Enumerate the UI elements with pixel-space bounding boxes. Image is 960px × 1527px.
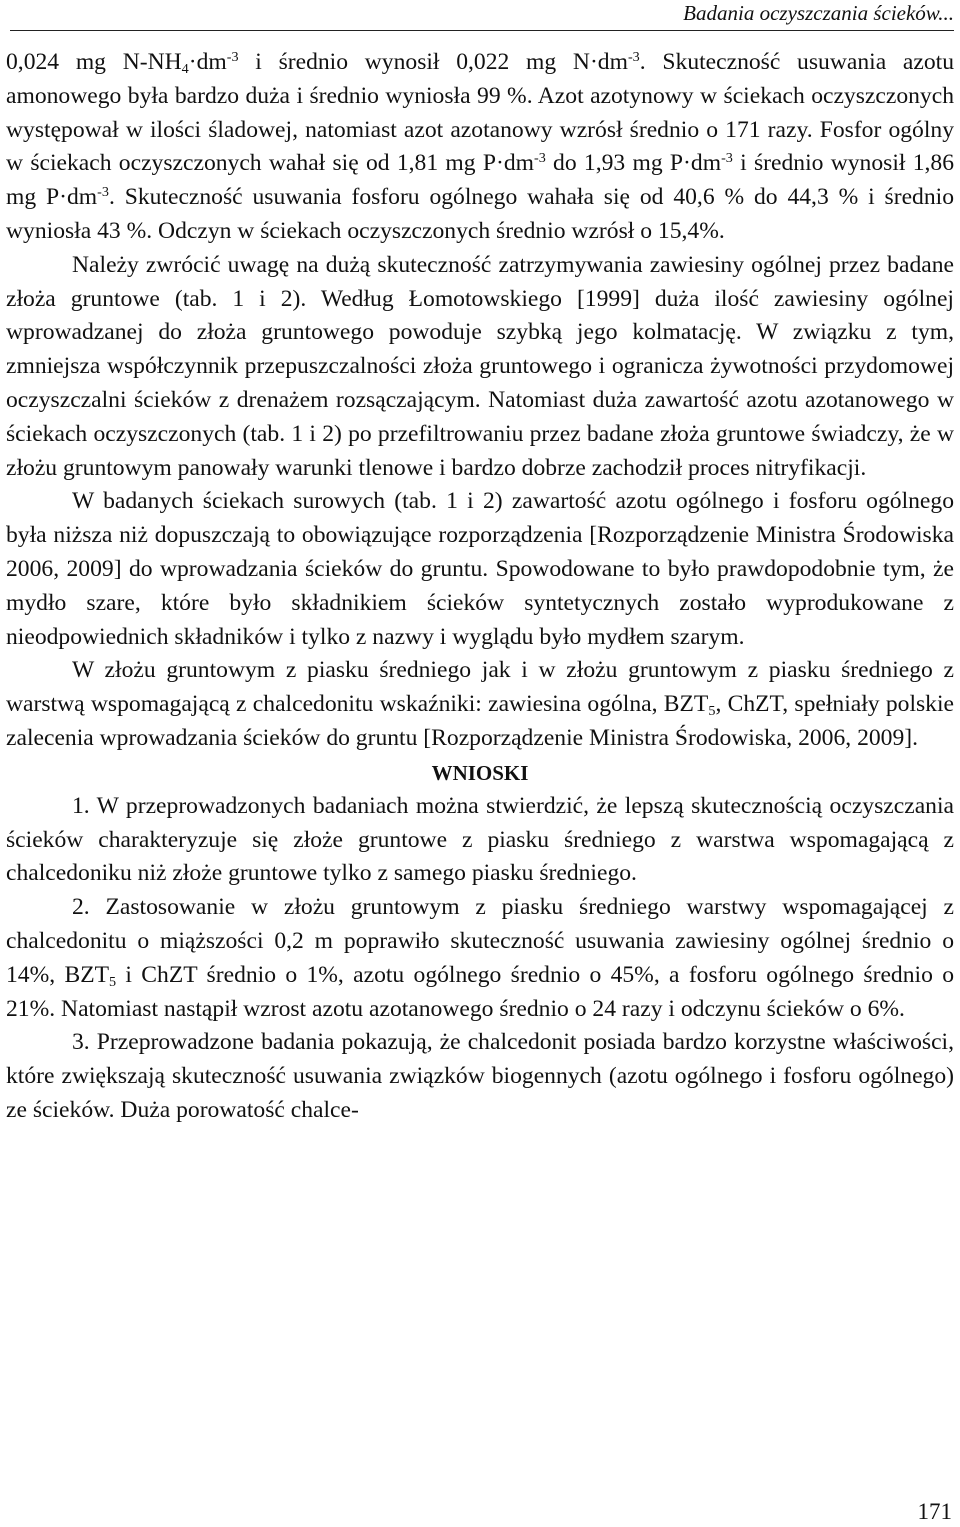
text-run: 2. Zastosowanie w złożu gruntowym z piasku średniego warstwy wspomagającej z chalcedonitu o miąższości 0,2 m poprawiło skuteczność usuwania zawiesiny ogólnej średnio o 14%, BZT xyxy=(6,894,954,988)
superscript: -3 xyxy=(721,149,733,166)
text-run: do 1,93 mg P·dm xyxy=(545,150,722,177)
page-number: 171 xyxy=(917,1499,952,1524)
superscript: -3 xyxy=(533,149,546,166)
subscript: 4 xyxy=(181,61,189,78)
body-text xyxy=(6,46,954,1128)
text-run: . Skuteczność usuwania fosforu ogólnego wahała się od 40,6 % do 44,3 % i średnio wyniosła 43 %. Odczyn w ściekach oczyszczonych średnio wzrósł o 15,4%. xyxy=(6,184,954,244)
superscript: -3 xyxy=(226,48,239,65)
paragraph-4 xyxy=(6,654,954,755)
text-run: ·dm xyxy=(188,49,227,75)
text-run: 0,024 mg N-NH xyxy=(6,49,182,75)
conclusion-3: 3. Przeprowadzone badania pokazują, że chalcedonit posiada bardzo korzystne właściwości, które zwiększają skuteczność usuwania związków biogennych (azotu ogólnego i fosforu ogólnego) ze ścieków. Duża porowatość chalce- xyxy=(6,1029,954,1123)
superscript: -3 xyxy=(627,48,640,65)
paragraph-3: W badanych ściekach surowych (tab. 1 i 2) zawartość azotu ogólnego i fosforu ogólnego była niższa niż dopuszczają to obowiązujące rozporządzenia [Rozporządzenie Ministra Środowiska 2006, 2009] do wprowadzania ścieków do gruntu. Spowodowane to było prawdopodobnie tym, że mydło szare, które było składnikiem ścieków syntetycznych zostało wyprodukowane z nieodpowiednich składników i tylko z nazwy i wyglądu było mydłem szarym. xyxy=(6,488,954,650)
subscript: 5 xyxy=(708,703,716,720)
text-run: , ChZT, spełniały polskie zalecenia wprowadzania ścieków do gruntu [Rozporządzenie Ministra Środowiska, 2006, 2009]. xyxy=(6,691,955,751)
subscript: 5 xyxy=(109,973,117,990)
conclusion-2 xyxy=(6,891,954,1026)
conclusion-1: 1. W przeprowadzonych badaniach można stwierdzić, że lepszą skutecznością oczyszczania ścieków charakteryzuje się złoże gruntowe z piasku średniego z warstwa wspomagającą z chalcedoniku niż złoże gruntowe tylko z samego piasku średniego. xyxy=(6,792,954,887)
paragraph-2: Należy zwrócić uwagę na dużą skuteczność zatrzymywania zawiesiny ogólnej przez badane złoża gruntowe (tab. 1 i 2). Według Łomotowskiego [1999] duża ilość zawiesiny ogólnej wprowadzanej do złoża gruntowego powoduje szybką jego kolmatację. W związku z tym, zmniejsza współczynnik przepuszczalności złoża gruntowego i ogranicza żywotności przydomowej oczyszczalni ścieków z drenażem rozsączającym. Natomiast duża zawartość azotu azotanowego w ściekach oczyszczonych (tab. 1 i 2) po przefiltrowaniu przez badane złoża gruntowe świadczy, że w złożu gruntowym panowały warunki tlenowe i bardzo dobrze zachodził proces nitryfikacji. xyxy=(6,251,954,481)
section-heading: WNIOSKI xyxy=(431,760,529,785)
running-title: Badania oczyszczania ścieków... xyxy=(683,1,954,25)
text-run: i średnio wynosił 0,022 mg N·dm xyxy=(238,49,628,75)
paragraph-1 xyxy=(6,46,954,249)
running-header xyxy=(10,2,954,31)
text-run: i średnio wynosił 1,86 mg P·dm xyxy=(6,150,954,211)
text-run: i ChZT średnio o 1%, azotu ogólnego średnio o 45%, a fosforu ogólnego średnio o 21%. Natomiast nastąpił wzrost azotu azotanowego średnio o 24 razy i odczynu ścieków o 6%. xyxy=(6,961,954,1022)
superscript: -3 xyxy=(97,183,109,200)
text-run: . Skuteczność usuwania azotu amonowego była bardzo duża i średnio wyniosła 99 %. Azot azotynowy w ściekach oczyszczonych występował w ilości śladowej, natomiast azot azotanowy wzrósł średnio o 171 razy. Fosfor ogólny w ściekach oczyszczonych wahał się od 1,81 mg P·dm xyxy=(6,49,954,177)
text-run: W złożu gruntowym z piasku średniego jak i w złożu gruntowym z piasku średniego z warstwą wspomagającą z chalcedonitu wskaźniki: zawiesina ogólna, BZT xyxy=(6,657,954,718)
